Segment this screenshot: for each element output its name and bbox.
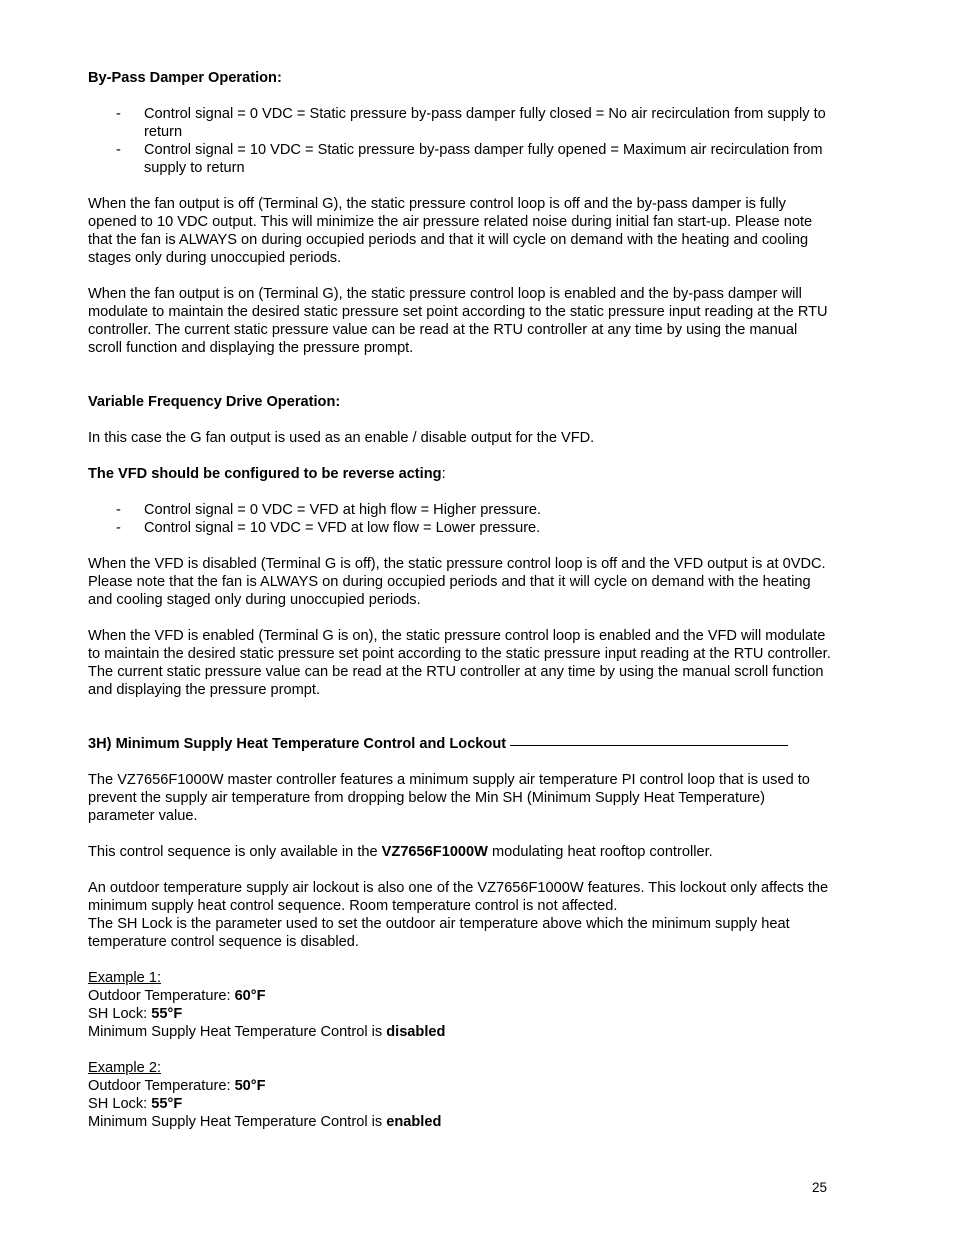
example-outdoor: Outdoor Temperature: 60°F [88, 988, 266, 1004]
example-result: Minimum Supply Heat Temperature Control is enabled [88, 1114, 442, 1130]
example-result: Minimum Supply Heat Temperature Control is disabled [88, 1024, 446, 1040]
example-title: Example 2: [88, 1060, 162, 1076]
example-2 [88, 1059, 833, 1131]
bypass-list [88, 105, 833, 177]
section-3h-paragraph-3b: The SH Lock is the parameter used to set the outdoor air temperature above which the minimum supply heat temperature control sequence is disabled. [88, 916, 790, 950]
page-number: 25 [812, 1180, 828, 1195]
vfd-heading: Variable Frequency Drive Operation: [88, 394, 341, 410]
list-item: - Control signal = 10 VDC = Static pressure by-pass damper fully opened = Maximum air recirculation from supply to return [116, 142, 823, 176]
list-item: - Control signal = 10 VDC = VFD at low flow = Lower pressure. [116, 520, 541, 536]
document-page [88, 68, 833, 1131]
section-3h-heading: 3H) Minimum Supply Heat Temperature Control and Lockout [88, 736, 507, 752]
vfd-paragraph-2: When the VFD is enabled (Terminal G is on), the static pressure control loop is enabled and the VFD will modulate to maintain the desired static pressure set point according to the static pressure input reading at the RTU controller. The current static pressure value can be read at the RTU controller at any time by using the manual scroll function and displaying the pressure prompt. [88, 628, 831, 698]
vfd-config-note: The VFD should be configured to be reverse acting: [88, 466, 446, 482]
section-3h-paragraph-1: The VZ7656F1000W master controller features a minimum supply air temperature PI control loop that is used to prevent the supply air temperature from dropping below the Min SH (Minimum Supply Heat Temperature) parameter value. [88, 772, 810, 824]
example-lock: SH Lock: 55°F [88, 1096, 183, 1112]
example-lock: SH Lock: 55°F [88, 1006, 183, 1022]
vfd-list [88, 501, 833, 537]
bypass-heading: By-Pass Damper Operation: [88, 70, 282, 86]
heading-rule [510, 745, 788, 746]
section-3h-paragraph-2: This control sequence is only available in the VZ7656F1000W modulating heat rooftop controller. [88, 844, 713, 860]
section-3h-heading-row [88, 735, 833, 753]
bypass-paragraph-1: When the fan output is off (Terminal G), the static pressure control loop is off and the by-pass damper is fully opened to 10 VDC output. This will minimize the air pressure related noise during initial fan start-up. Please note that the fan is ALWAYS on during occupied periods and that it will cycle on demand with the heating and cooling stages only during unoccupied periods. [88, 196, 813, 266]
vfd-paragraph-1: When the VFD is disabled (Terminal G is off), the static pressure control loop is off and the VFD output is at 0VDC. Please note that the fan is ALWAYS on during occupied periods and that it will cycle on demand with the heating and cooling staged only during unoccupied periods. [88, 556, 826, 608]
example-outdoor: Outdoor Temperature: 50°F [88, 1078, 266, 1094]
list-item: - Control signal = 0 VDC = VFD at high flow = Higher pressure. [116, 502, 542, 518]
list-item: - Control signal = 0 VDC = Static pressure by-pass damper fully closed = No air recirculation from supply to return [116, 106, 826, 140]
example-title: Example 1: [88, 970, 162, 986]
example-1 [88, 969, 833, 1041]
bypass-paragraph-2: When the fan output is on (Terminal G), the static pressure control loop is enabled and the by-pass damper will modulate to maintain the desired static pressure set point according to the static pressure input reading at the RTU controller. The current static pressure value can be read at the RTU controller at any time by using the manual scroll function and displaying the pressure prompt. [88, 286, 828, 356]
section-3h-paragraph-3a: An outdoor temperature supply air lockout is also one of the VZ7656F1000W features. This lockout only affects the minimum supply heat control sequence. Room temperature control is not affected. [88, 880, 829, 914]
vfd-intro: In this case the G fan output is used as an enable / disable output for the VFD. [88, 430, 595, 446]
